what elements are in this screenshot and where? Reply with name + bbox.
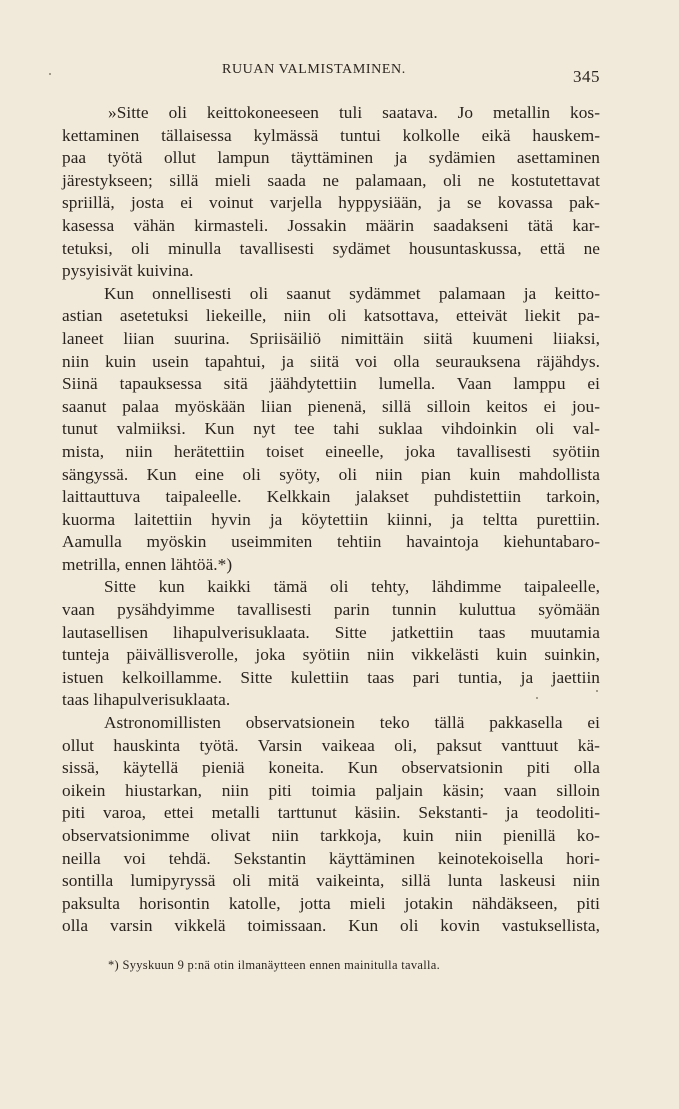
- text-line: sängyssä. Kun eine oli syöty, oli niin pian kuin mahdollista: [62, 464, 600, 484]
- text-line: laittauttuva taipaleelle. Kelkkain jalakset puhdistettiin tarkoin,: [62, 487, 600, 507]
- text-line: astian asetetuksi liekeille, niin oli katsottava, etteivät liekit pa-: [62, 306, 600, 326]
- running-title: RUUAN VALMISTAMINEN.: [222, 62, 406, 77]
- text-line: niin kuin usein tapahtui, ja siitä voi olla seurauksena räjähdys.: [62, 351, 600, 371]
- text-line: tunut valmiiksi. Kun nyt tee tahi suklaa vihdoinkin oli val-: [62, 419, 600, 439]
- text-line: spriillä, josta ei voinut varjella hyppysiään, ja se kovassa pak-: [62, 193, 600, 213]
- paper-speck: [49, 73, 51, 75]
- text-line: laneet liian suurina. Spriisäiliö nimittäin siitä kuumeni liiaksi,: [62, 328, 600, 348]
- text-line: sissä, käytellä pieniä koneita. Kun observatsionin piti olla: [62, 758, 600, 778]
- text-line: kettaminen tällaisessa kylmässä tuntui kolkolle eikä hauskem-: [62, 125, 600, 145]
- text-line: oikein hiustarkan, niin piti toimia paljain käsin; vaan silloin: [62, 780, 600, 800]
- paper-speck: [536, 697, 538, 699]
- text-line: paksulta horisontin katolle, jotta mieli jotakin nähdäkseen, piti: [62, 893, 600, 913]
- text-line: Kun onnellisesti oli saanut sydämmet palamaan ja keitto-: [104, 283, 600, 303]
- footnote: *) Syyskuun 9 p:nä otin ilmanäytteen ennen mainitulla tavalla.: [108, 958, 441, 972]
- text-line: Sitte kun kaikki tämä oli tehty, lähdimme taipaleelle,: [104, 577, 600, 597]
- text-line: ollut hauskinta työtä. Varsin vaikeaa oli, paksut vanttuut kä-: [62, 735, 600, 755]
- page-number: 345: [573, 67, 600, 86]
- text-line: »Sitte oli keittokoneeseen tuli saatava. Jo metallin kos-: [108, 103, 600, 122]
- paper-speck: [596, 690, 598, 692]
- text-line: kasessa vähän kirmasteli. Jossakin määrin saadakseni tätä kar-: [62, 215, 600, 235]
- text-line: Siinä tapauksessa sitä jäähdytettiin lumella. Vaan lamppu ei: [62, 374, 600, 394]
- text-line: metrilla, ennen lähtöä.*): [62, 554, 233, 574]
- text-line: saanut palaa myöskään liian pienenä, sillä silloin keitos ei jou-: [62, 396, 600, 416]
- text-line: tetuksi, oli minulla tavallisesti sydämet housuntaskussa, että ne: [62, 238, 600, 258]
- text-line: neilla voi tehdä. Sekstantin käyttäminen keinotekoisella hori-: [62, 848, 600, 868]
- text-line: järestykseen; sillä mieli saada ne palamaan, oli ne kostutettavat: [62, 170, 600, 190]
- text-line: lautasellisen lihapulverisuklaata. Sitte jatkettiin taas muutamia: [62, 622, 600, 642]
- text-line: kuorma laitettiin hyvin ja köytettiin kiinni, ja teltta purettiin.: [62, 509, 600, 529]
- text-line: mista, niin herätettiin toiset eineelle, joka tavallisesti syötiin: [62, 441, 600, 461]
- body-text: [62, 102, 600, 938]
- text-line: observatsionimme olivat niin tarkkoja, kuin niin pienillä ko-: [62, 826, 600, 845]
- text-line: vaan pysähdyimme tavallisesti parin tunnin kuluttua syömään: [62, 600, 600, 620]
- text-line: Astronomillisten observatsionein teko tällä pakkasella ei: [104, 713, 600, 733]
- text-line: istuen kelkoillamme. Sitte kulettiin taas pari tuntia, ja jaettiin: [62, 667, 600, 687]
- text-line: olla varsin vikkelä toimissaan. Kun oli kovin vastuksellista,: [62, 916, 600, 936]
- text-line: piti varoa, ettei metalli tarttunut käsiin. Sekstanti- ja teodoliti-: [62, 803, 600, 823]
- text-line: Aamulla myöskin useimmiten tehtiin havaintoja kiehuntabaro-: [62, 532, 600, 552]
- page-header: [90, 62, 600, 86]
- text-line: tunteja päivällisverolle, joka syötiin niin vikkelästi kuin suinkin,: [62, 645, 600, 665]
- text-line: taas lihapulverisuklaata.: [62, 690, 231, 710]
- text-line: paa työtä ollut lampun täyttäminen ja sydämien asettaminen: [62, 148, 600, 168]
- text-line: pysyisivät kuivina.: [62, 261, 194, 281]
- text-line: sontilla lumipyryssä oli mitä vaikeinta, sillä lunta laskeusi niin: [62, 871, 600, 891]
